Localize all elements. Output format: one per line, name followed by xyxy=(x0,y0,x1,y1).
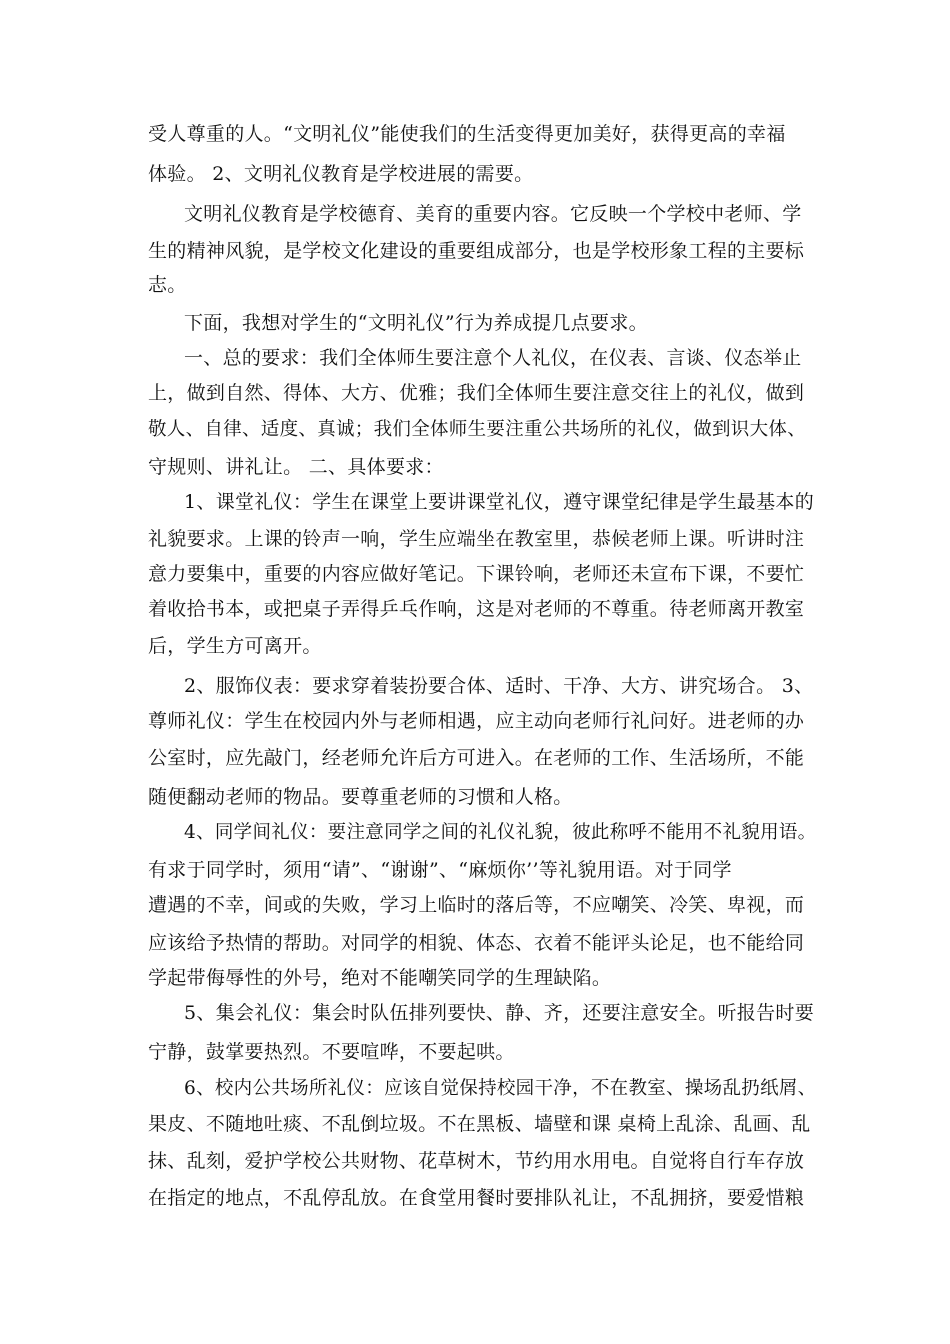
text-line: 体验。 2、文明礼仪教育是学校进展的需要。 xyxy=(148,163,534,185)
text-line: 生的精神风貌，是学校文化建设的重要组成部分，也是学校形象工程的主要标 xyxy=(148,240,805,262)
text-line: 2、服饰仪表：要求穿着装扮要合体、适时、干净、大方、讲究场合。 3、 xyxy=(184,675,814,697)
text-line: 下面，我想对学生的“文明礼仪”行为养成提几点要求。 xyxy=(184,312,648,334)
text-line: 宁静，鼓掌要热烈。不要喧哗，不要起哄。 xyxy=(148,1041,515,1063)
text-line: 果皮、不随地吐痰、不乱倒垃圾。不在黑板、墙壁和课 桌椅上乱涂、乱画、乱 xyxy=(148,1113,811,1135)
text-line: 6、校内公共场所礼仪：应该自觉保持校园干净，不在教室、操场乱扔纸屑、 xyxy=(184,1078,817,1099)
text-line: 意力要集中，重要的内容应做好笔记。下课铃响，老师还未宣布下课，不要忙 xyxy=(148,563,805,585)
text-line: 遭遇的不幸，间或的失败，学习上临时的落后等，不应嘲笑、冷笑、卑视，而 xyxy=(148,894,805,916)
text-line: 后，学生方可离开。 xyxy=(148,635,322,657)
text-line: 尊师礼仪：学生在校园内外与老师相遇，应主动向老师行礼问好。进老师的办 xyxy=(148,710,805,732)
text-line: 上，做到自然、得体、大方、优雅；我们全体师生要注意交往上的礼仪，做到 xyxy=(148,382,805,404)
text-line: 志。 xyxy=(148,274,187,296)
text-line: 着收拾书本，或把桌子弄得乒乓作响，这是对老师的不尊重。待老师离开教室 xyxy=(148,598,805,620)
text-line: 4、同学间礼仪：要注意同学之间的礼仪礼貌，彼此称呼不能用不礼貌用语。 xyxy=(184,822,817,843)
text-line: 公室时，应先敲门，经老师允许后方可进入。在老师的工作、生活场所，不能 xyxy=(148,747,805,769)
text-line: 敬人、自律、适度、真诚；我们全体师生要注重公共场所的礼仪，做到识大体、 xyxy=(148,419,807,440)
text-line: 在指定的地点，不乱停乱放。在食堂用餐时要排队礼让，不乱拥挤，要爱惜粮 xyxy=(148,1187,805,1209)
text-line: 有求于同学时，须用“请”、“谢谢”、“麻烦你’’等礼貌用语。对于同学 xyxy=(148,859,732,881)
text-line: 文明礼仪教育是学校德育、美育的重要内容。它反映一个学校中老师、学 xyxy=(184,203,802,225)
text-line: 守规则、讲礼让。 二、具体要求： xyxy=(148,456,444,478)
text-line: 5、集会礼仪：集会时队伍排列要快、静、齐，还要注意安全。听报告时要 xyxy=(184,1002,814,1024)
text-line: 1、课堂礼仪：学生在课堂上要讲课堂礼仪，遵守课堂纪律是学生最基本的 xyxy=(184,491,814,513)
text-line: 学起带侮辱性的外号，绝对不能嘲笑同学的生理缺陷。 xyxy=(148,967,612,989)
text-line: 一、总的要求：我们全体师生要注意个人礼仪，在仪表、言谈、仪态举止 xyxy=(184,347,802,369)
text-line: 受人尊重的人。“文明礼仪”能使我们的生活变得更加美好，获得更高的幸福 xyxy=(148,123,786,145)
text-line: 礼貌要求。上课的铃声一响，学生应端坐在教室里，恭候老师上课。听讲时注 xyxy=(148,528,805,550)
text-line: 随便翻动老师的物品。要尊重老师的习惯和人格。 xyxy=(148,786,573,808)
text-line: 抹、乱刻，爱护学校公共财物、花草树木，节约用水用电。自觉将自行车存放 xyxy=(148,1150,805,1172)
text-line: 应该给予热情的帮助。对同学的相貌、体态、衣着不能评头论足，也不能给同 xyxy=(148,932,805,954)
